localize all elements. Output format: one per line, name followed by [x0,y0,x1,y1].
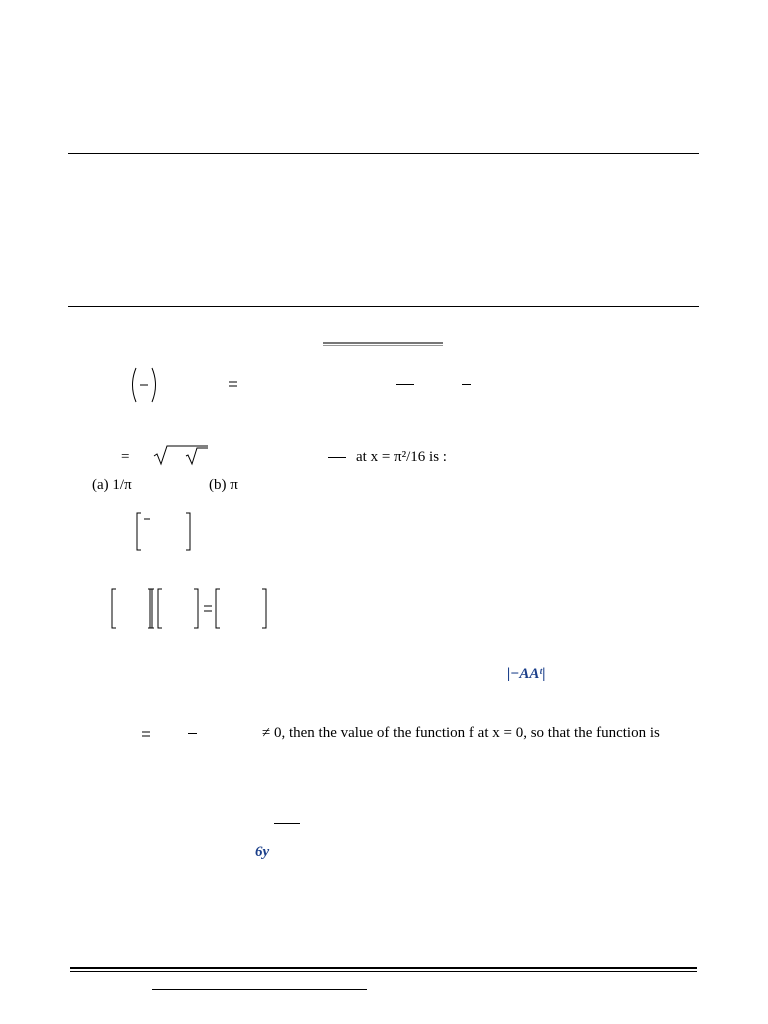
fraction-bar [462,384,471,385]
equals-sign [142,731,152,737]
title-underline-1 [323,342,443,344]
equals-sign [229,381,239,387]
fraction-bar [274,823,300,824]
title-underline-2 [323,345,443,346]
option-a: (a) 1/π [92,477,132,493]
question-text: ≠ 0, then the value of the function f at x = 0, so that the function is [262,725,660,741]
question-text: at x = π²/16 is : [356,449,447,465]
sqrt-inner [184,446,210,466]
minus-sign [188,733,197,734]
determinant-expression: |−AAᵗ| [507,666,546,682]
option-b: (b) π [209,477,238,493]
top-rule [68,153,699,154]
footer-underline [152,989,367,990]
fraction-bar [396,384,414,385]
matrix-bracket [136,512,194,552]
matrix-equation [110,588,272,630]
second-rule [68,306,699,307]
footer-rule-1 [70,967,697,969]
fraction-bar [328,457,346,458]
footer-rule-2 [70,971,697,972]
math-term: 6y [255,844,270,860]
equals-sign: = [121,449,130,465]
paren-expression [128,366,160,404]
